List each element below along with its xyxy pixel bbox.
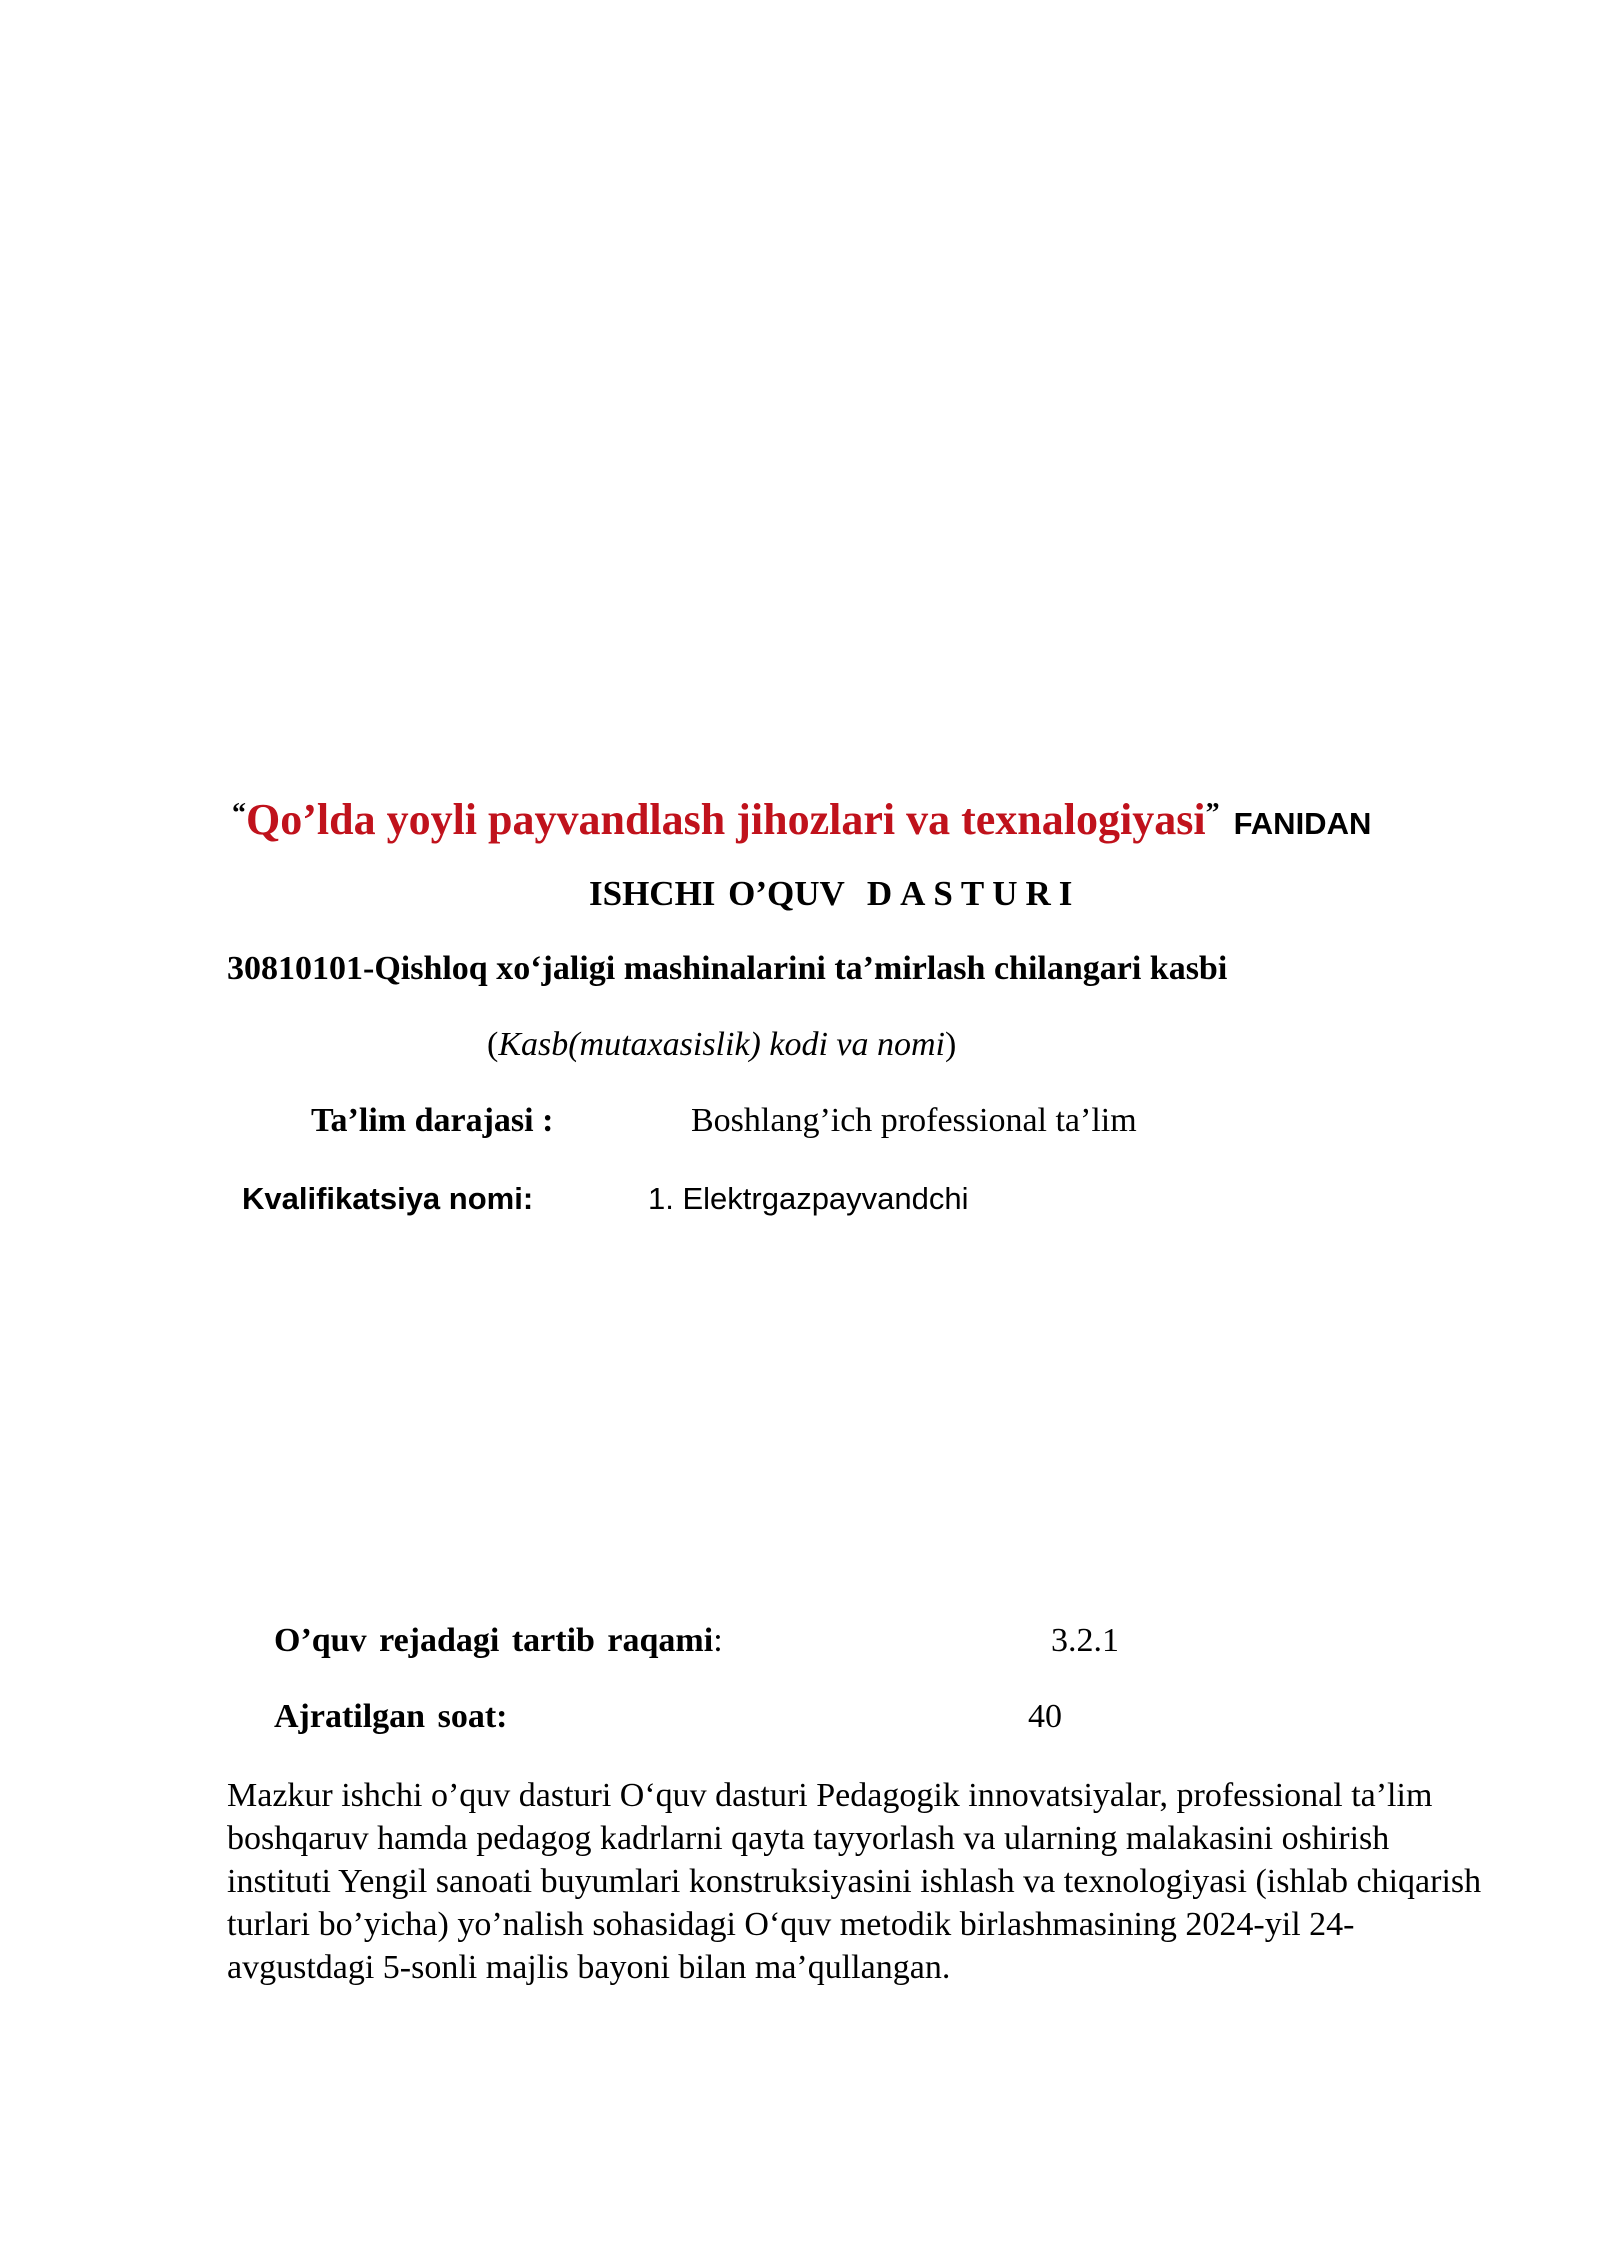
caption-close-paren: ) [945, 1026, 957, 1063]
title-suffix: FANIDAN [1233, 806, 1372, 841]
qualification-label: Kvalifikatsiya nomi: [242, 1181, 534, 1216]
profession-code-name: 30810101-Qishloq xo‘jaligi mashinalarini ta’mirlash chilangari kasbi [227, 950, 1228, 987]
curriculum-number-label [274, 1622, 723, 1660]
profession-caption [487, 1026, 956, 1064]
curriculum-number-value: 3.2.1 [1051, 1622, 1119, 1659]
education-level-value: Boshlang’ich professional ta’lim [691, 1102, 1137, 1139]
allocated-hours-value: 40 [1028, 1698, 1062, 1735]
program-title [589, 874, 1080, 914]
qualification-value: 1. Elektrgazpayvandchi [648, 1181, 969, 1216]
education-level-label: Ta’lim darajasi : [311, 1102, 554, 1139]
approval-paragraph: Mazkur ishchi o’quv dasturi O‘quv dasturi Pedagogik innovatsiyalar, professional ta’lim boshqaruv hamda pedagog kadrlarni qayta tayyorlash va ularning malakasini oshirish instituti Yengil sanoati buyumlari konstruksiyasini ishlash va texnologiyasi (ishlab chiqarish turlari bo’yicha) yo’nalish sohasidagi O‘quv metodik birlashmasining 2024-yil 24-avgustdagi 5-sonli majlis bayoni bilan ma’qullangan. [227, 1777, 1482, 1986]
caption-text: Kasb(mutaxasislik) kodi va nomi [498, 1026, 945, 1063]
title-open-quote: “ [232, 798, 246, 829]
subject-name: Qo’lda yoyli payvandlash jihozlari va texnalogiyasi [246, 795, 1206, 844]
curriculum-number-label-text: O’quv rejadagi tartib raqami [274, 1622, 714, 1659]
program-title-part2: DASTURI [866, 874, 1081, 913]
curriculum-number-colon: : [713, 1622, 723, 1659]
document-title [232, 784, 1371, 854]
allocated-hours-label: Ajratilgan soat: [274, 1698, 508, 1735]
program-title-part1: ISHCHI O’QUV [589, 874, 845, 913]
caption-open-paren: ( [487, 1026, 499, 1063]
title-close-quote: ” [1205, 798, 1220, 829]
